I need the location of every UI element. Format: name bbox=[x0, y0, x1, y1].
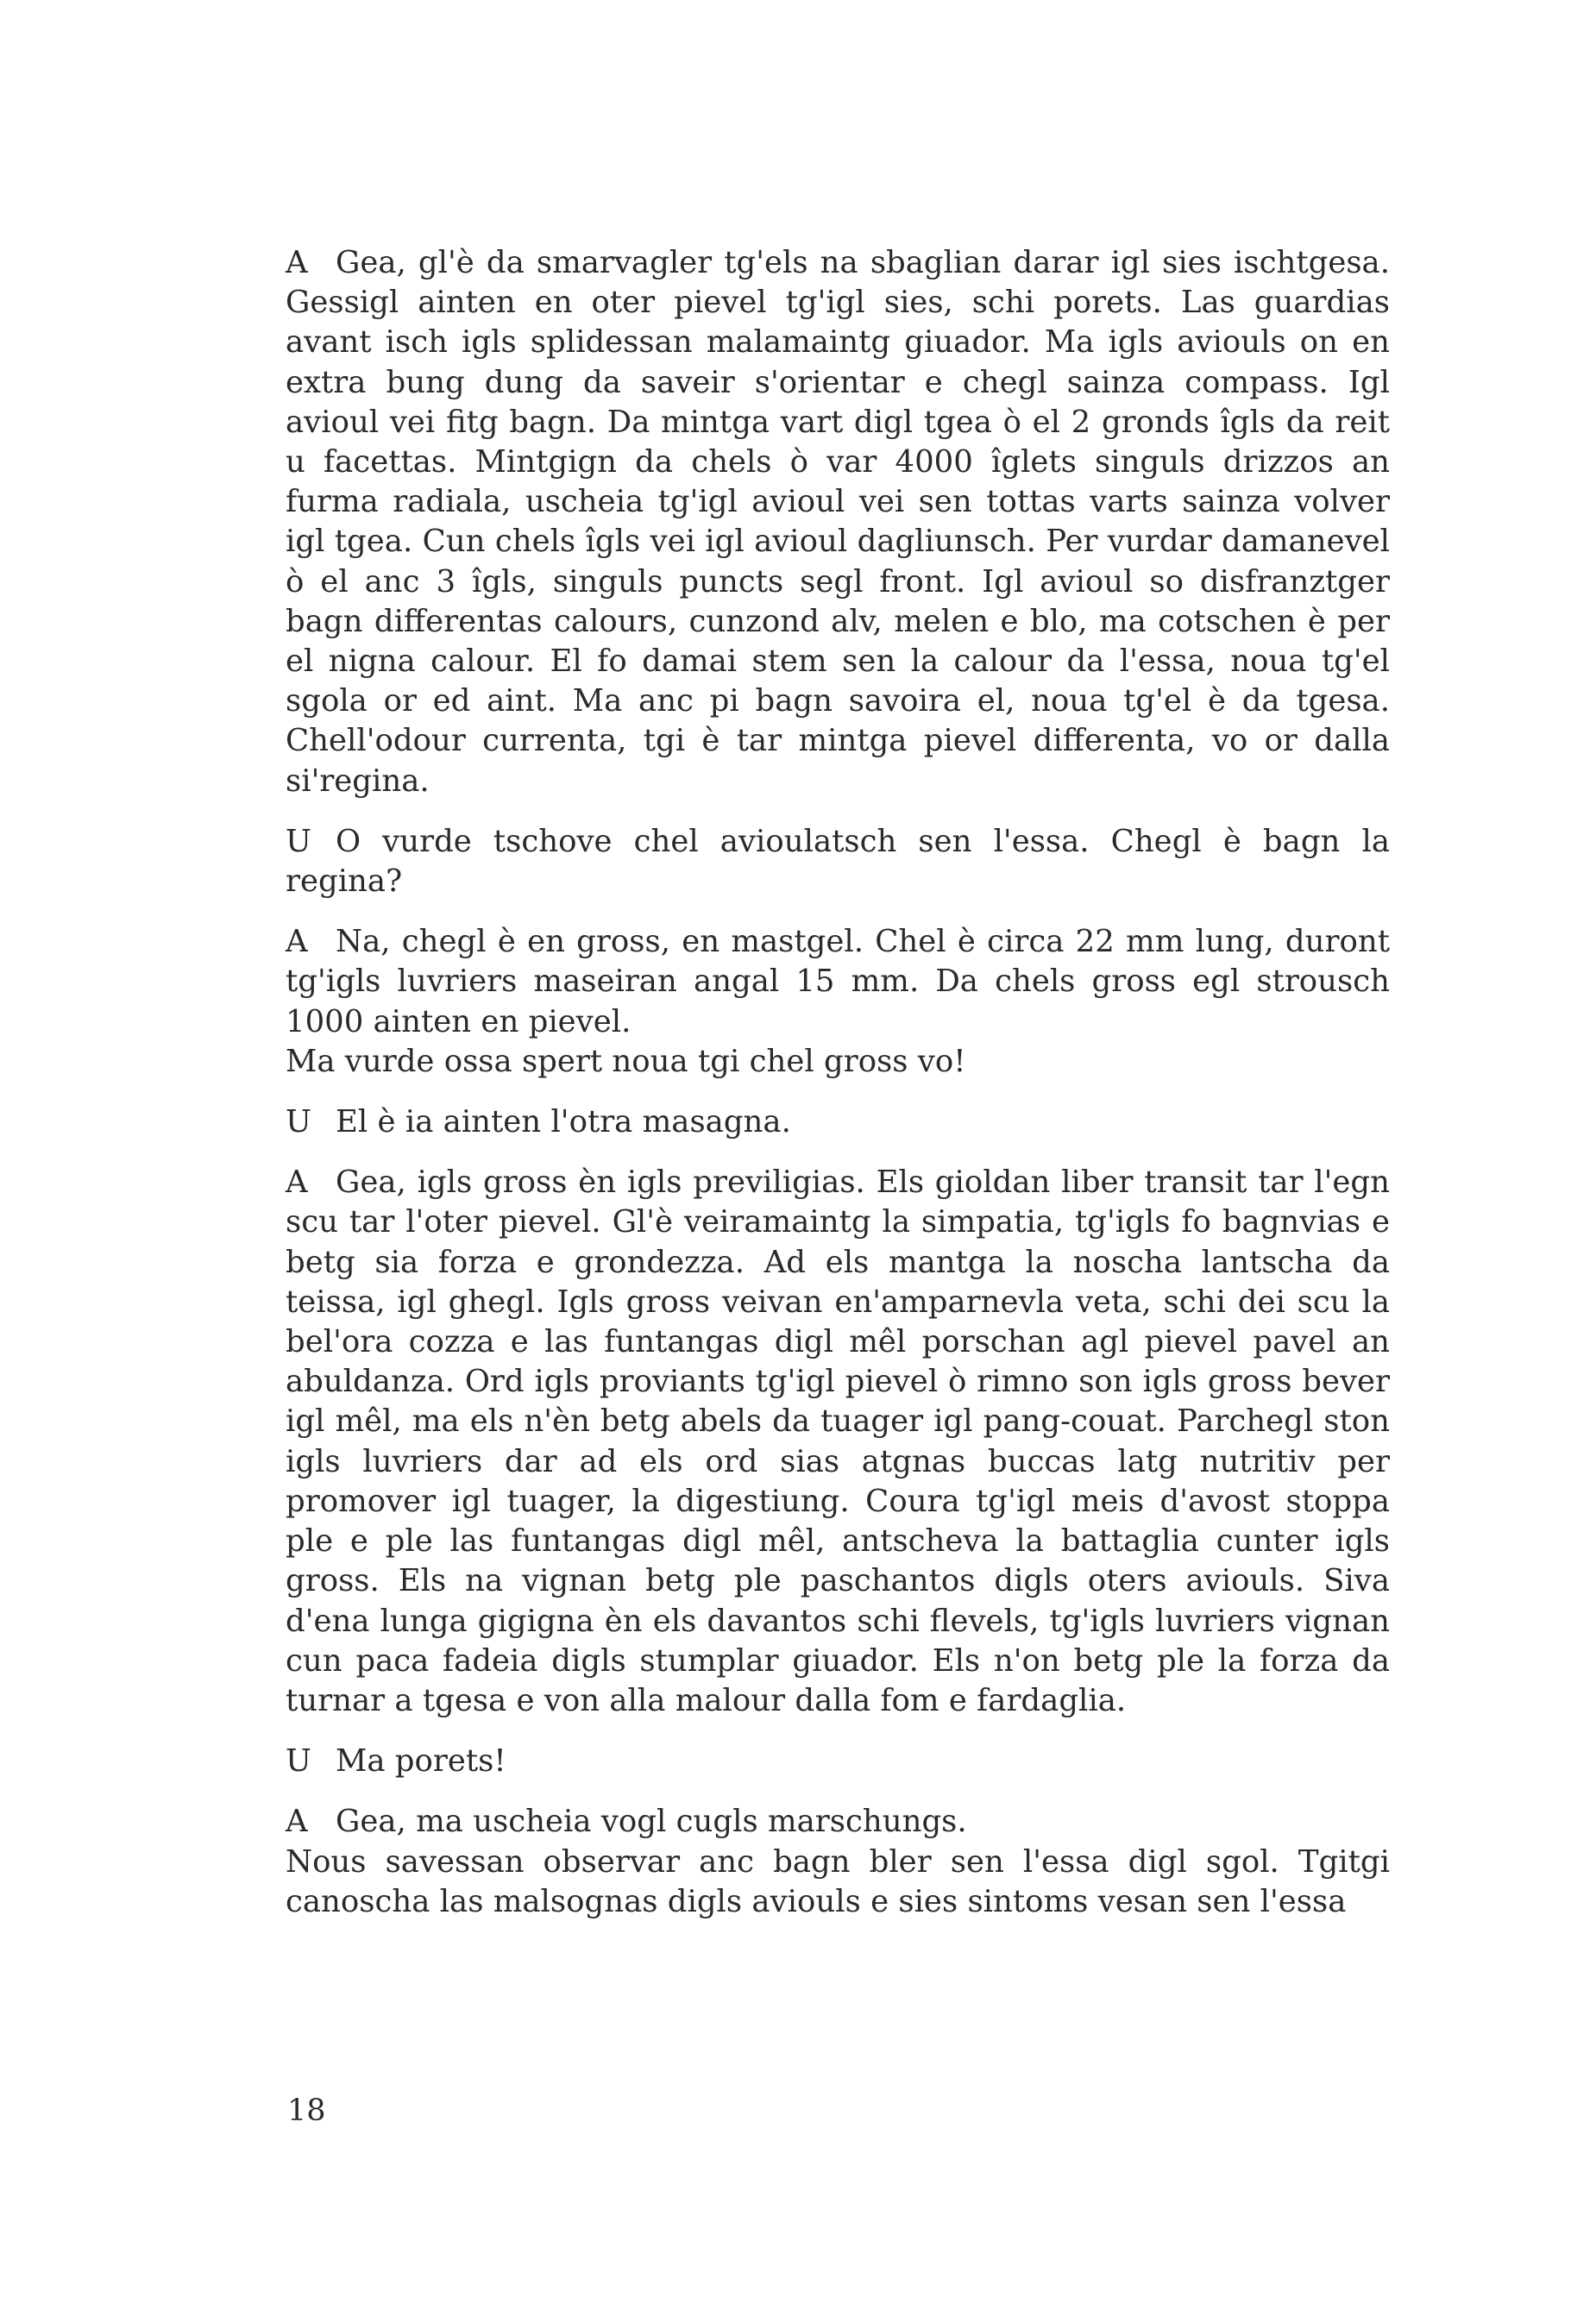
paragraph-6 bbox=[286, 1742, 1390, 1781]
speaker-label: A bbox=[286, 1804, 308, 1840]
paragraph-3 bbox=[286, 922, 1390, 1082]
paragraph-1 bbox=[286, 243, 1390, 801]
paragraph-text: El è ia ainten l'otra masagna. bbox=[336, 1104, 791, 1140]
speaker-label: U bbox=[286, 1104, 311, 1140]
paragraph-text: Gea, igls gross èn igls previligias. Els gioldan liber transit tar l'egn scu tar l'oter pievel. Gl'è veiramaintg la simpatia, tg'igls fo bagnvias e betg sia forza e grondezza. Ad els mantga la noscha lantscha da teissa, igl ghegl. Igls gross veivan en'amparnevla veta, schi dei scu la bel'ora cozza e las funtangas digl mêl porschan agl pievel pavel an abuldanza. Ord igls proviants tg'igl pievel ò rimno son igls gross bever igl mêl, ma els n'èn betg abels da tuager igl pang-couat. Parchegl ston igls luvriers dar ad els ord sias atgnas buccas latg nutritiv per promover igl tuager, la digestiung. Coura tg'igl meis d'avost stoppa ple e ple las funtangas digl mêl, antscheva la battaglia cunter igls gross. Els na vignan betg ple paschantos digls oters aviouls. Siva d'ena lunga gigigna èn els davantos schi flevels, tg'igls luvriers vignan cun paca fadeia digls stumplar giuador. Els n'on betg ple la forza da turnar a tgesa e von alla malour dalla fom e fardaglia. bbox=[286, 1165, 1390, 1718]
speaker-label: U bbox=[286, 823, 311, 859]
paragraph-text: O vurde tschove chel avioulatsch sen l'essa. Chegl è bagn la regina? bbox=[286, 823, 1390, 900]
paragraph-2 bbox=[286, 822, 1390, 901]
paragraph-continuation: Nous savessan observar anc bagn bler sen l'essa digl sgol. Tgitgi canoscha las malsognas digls aviouls e sies sintoms vesan sen l'essa bbox=[286, 1843, 1390, 1919]
page-body bbox=[286, 243, 1390, 1922]
paragraph-7 bbox=[286, 1802, 1390, 1922]
speaker-label: U bbox=[286, 1743, 311, 1780]
paragraph-text: Ma porets! bbox=[336, 1743, 506, 1780]
speaker-label: A bbox=[286, 245, 308, 280]
paragraph-text: Gea, gl'è da smarvagler tg'els na sbaglian darar igl sies ischtgesa. Gessigl ainten en oter pievel tg'igl sies, schi porets. Las guardias avant isch igls splidessan malamaintg giuador. Ma igls aviouls on en extra bung dung da saveir s'orientar e chegl sainza compass. Igl avioul vei fitg bagn. Da mintga vart digl tgea ò el 2 gronds îgls da reit u facettas. Mintgign da chels ò var 4000 îglets singuls drizzos an furma radiala, uscheia tg'igl avioul vei sen tottas varts sainza volver igl tgea. Cun chels îgls vei igl avioul dagliunsch. Per vurdar damanevel ò el anc 3 îgls, singuls puncts segl front. Igl avioul so disfranztger bagn differentas calours, cunzond alv, melen e blo, ma cotschen è per el nigna calour. El fo damai stem sen la calour da l'essa, noua tg'el sgola or ed aint. Ma anc pi bagn savoira el, noua tg'el è da tgesa. Chell'odour currenta, tgi è tar mintga pievel differenta, vo or dalla si'regina. bbox=[286, 245, 1390, 799]
speaker-label: A bbox=[286, 924, 308, 960]
paragraph-4 bbox=[286, 1102, 1390, 1142]
paragraph-text: Na, chegl è en gross, en mastgel. Chel è circa 22 mm lung, duront tg'igls luvriers maseiran angal 15 mm. Da chels gross egl strousch 1000 ainten en pievel. bbox=[286, 924, 1390, 1039]
paragraph-5 bbox=[286, 1163, 1390, 1721]
page-number: 18 bbox=[287, 2094, 326, 2128]
paragraph-text: Gea, ma uscheia vogl cugls marschungs. bbox=[336, 1804, 967, 1840]
paragraph-continuation: Ma vurde ossa spert noua tgi chel gross vo! bbox=[286, 1043, 966, 1079]
speaker-label: A bbox=[286, 1165, 308, 1201]
